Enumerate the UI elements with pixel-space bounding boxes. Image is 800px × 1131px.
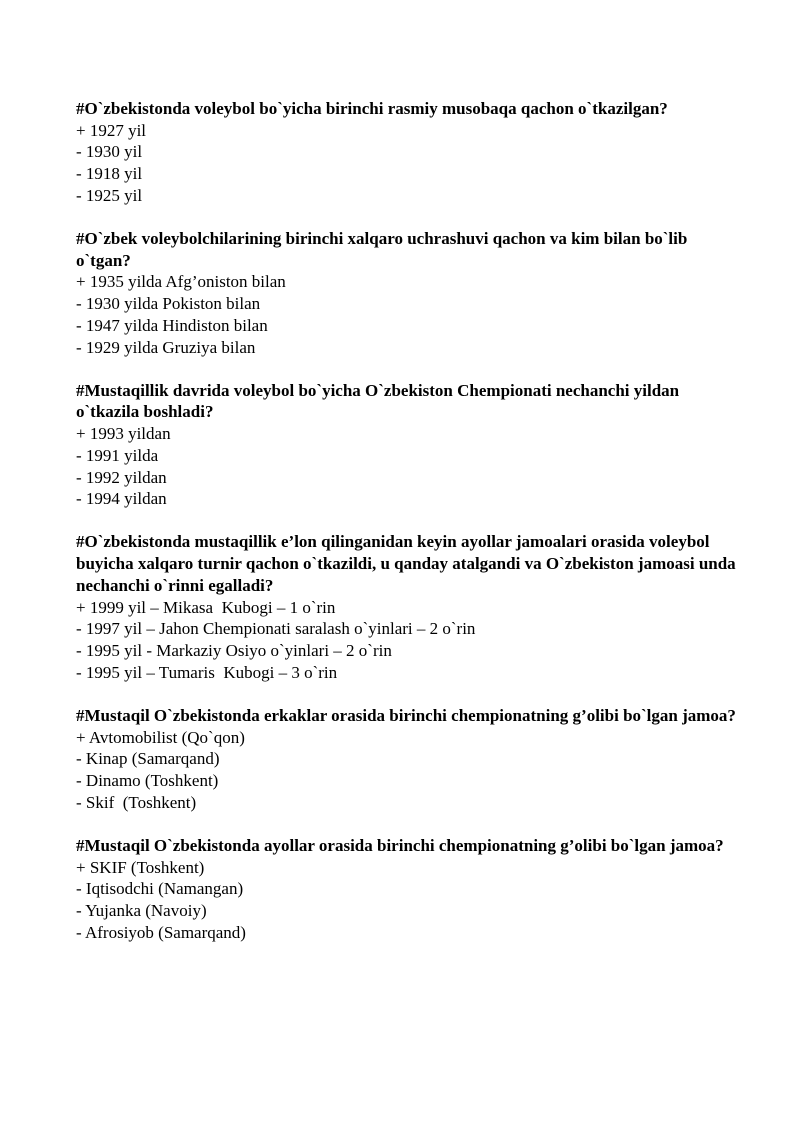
answer-option: + 1927 yil [76, 120, 147, 140]
answer-option: + 1999 yil – Mikasa Kubogi – 1 o`rin [76, 597, 336, 617]
answer-option: - 1925 yil [76, 185, 143, 205]
answer-option: + SKIF (Toshkent) [76, 857, 205, 877]
question-block-1 [76, 98, 736, 207]
answer-option: - Kinap (Samarqand) [76, 749, 220, 769]
answer-option: + 1993 yildan [76, 424, 171, 444]
question-block-4 [76, 531, 740, 683]
quiz-content [76, 98, 740, 965]
question-text: #Mustaqil O`zbekistonda erkaklar orasida birinchi chempionatning g’olibi bo`lgan jamoa? [76, 705, 736, 725]
answer-option: - Yujanka (Navoiy) [76, 901, 207, 920]
answer-list [76, 120, 736, 207]
question-text: #Mustaqil O`zbekistonda ayollar orasida birinchi chempionatning g’olibi bo`lgan jamoa? [76, 835, 724, 855]
question-block-6 [76, 835, 736, 944]
question-block-3 [76, 380, 736, 510]
question-text: #O`zbek voleybolchilarining birinchi xalqaro uchrashuvi qachon va kim bilan bo`lib o`tgan? [76, 229, 692, 270]
answer-option: - Afrosiyob (Samarqand) [76, 922, 246, 942]
answer-option: - 1992 yildan [76, 467, 167, 487]
question-text: #O`zbekistonda voleybol bo`yicha birinchi rasmiy musobaqa qachon o`tkazilgan? [76, 99, 668, 118]
answer-option: + 1935 yilda Afg’oniston bilan [76, 272, 286, 292]
answer-option: - Dinamo (Toshkent) [76, 770, 219, 790]
answer-option: - 1997 yil – Jahon Chempionati saralash o`yinlari – 2 o`rin [76, 619, 476, 639]
answer-list [76, 857, 736, 944]
question-block-5 [76, 705, 736, 814]
answer-option: - 1991 yilda [76, 445, 159, 465]
question-text: #Mustaqillik davrida voleybol bo`yicha O`zbekiston Chempionati nechanchi yildan o`tkazila boshladi? [76, 380, 684, 422]
answer-option: - Skif (Toshkent) [76, 792, 197, 812]
question-text: #O`zbekistonda mustaqillik e’lon qilinganidan keyin ayollar jamoalari orasida voleybol buyicha xalqaro turnir qachon o`tkazildi, u qanday atalgandi va O`zbekiston jamoasi unda nechanchi o`rinni egalladi? [76, 532, 740, 595]
question-block-2 [76, 228, 736, 358]
answer-option: - 1930 yilda Pokiston bilan [76, 294, 261, 314]
answer-option: - 1994 yildan [76, 489, 167, 509]
answer-option: - 1929 yilda Gruziya bilan [76, 337, 256, 357]
answer-option: - 1947 yilda Hindiston bilan [76, 315, 268, 335]
answer-option: - 1995 yil - Markaziy Osiyo o`yinlari – 2 o`rin [76, 640, 392, 660]
answer-list [76, 597, 736, 684]
answer-option: - 1995 yil – Tumaris Kubogi – 3 o`rin [76, 662, 338, 682]
answer-option: - Iqtisodchi (Namangan) [76, 879, 244, 899]
answer-option: - 1930 yil [76, 142, 143, 162]
answer-list [76, 271, 736, 358]
answer-list [76, 727, 736, 814]
answer-option: + Avtomobilist (Qo`qon) [76, 727, 245, 747]
answer-list [76, 423, 736, 510]
answer-option: - 1918 yil [76, 164, 143, 184]
